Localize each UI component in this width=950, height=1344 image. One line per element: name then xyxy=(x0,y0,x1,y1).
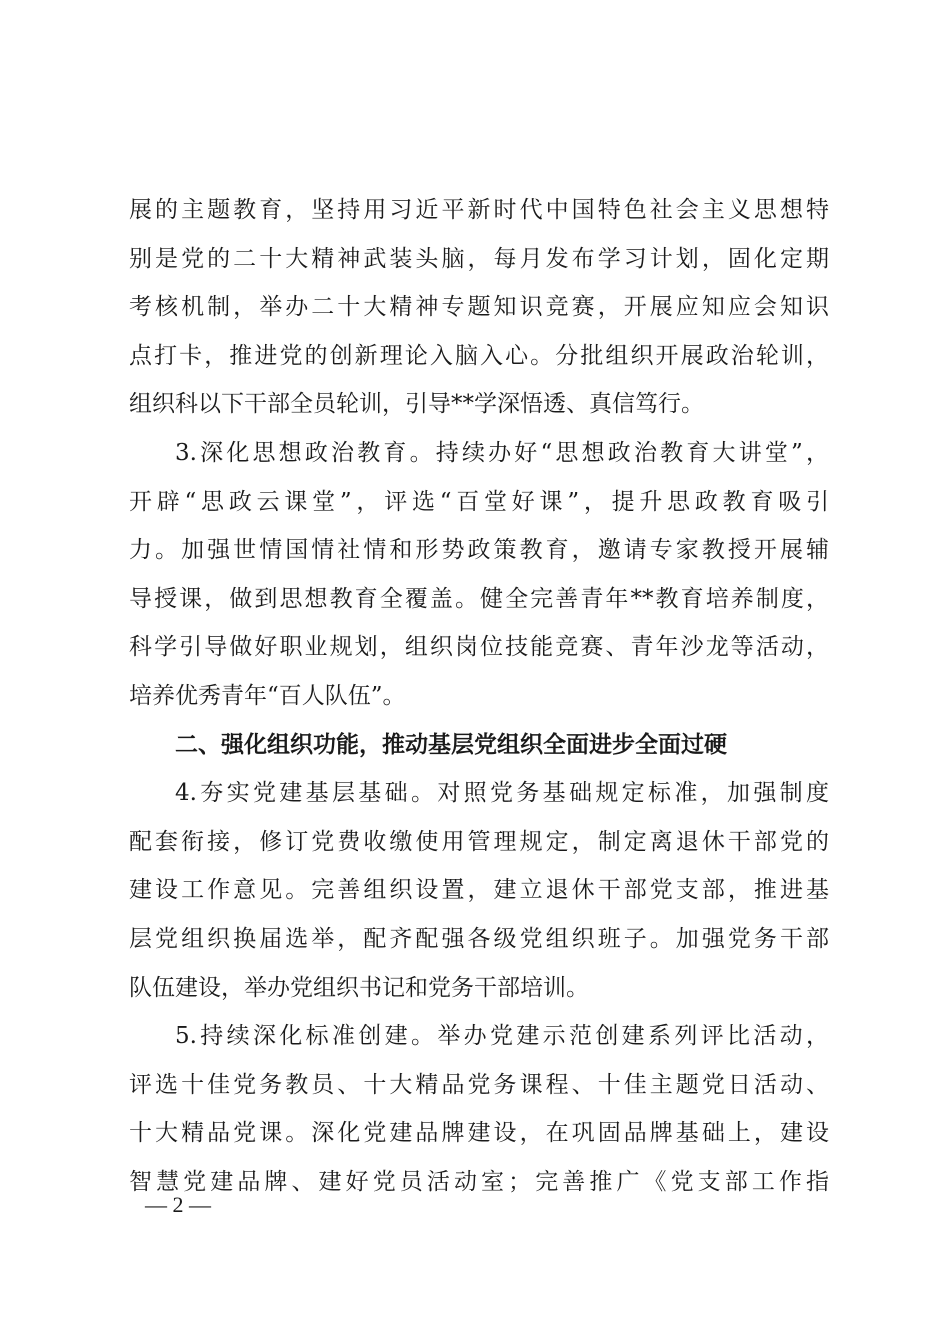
page-number: — 2 — xyxy=(145,1192,211,1217)
paragraph4-line: 智慧党建品牌、建好党员活动室；完善推广《党支部工作指 xyxy=(129,1168,829,1195)
paragraph4-first-line-text: 举办党建示范创建系列评比活动， xyxy=(437,1023,830,1050)
paragraph4-line: 评选十佳党务教员、十大精品党务课程、十佳主题党日活动、 xyxy=(129,1071,829,1098)
paragraph2-first-line xyxy=(129,429,829,478)
section-heading: 二、强化组织功能，推动基层党组织全面进步全面过硬 xyxy=(175,731,727,758)
paragraph3-line: 层党组织换届选举，配齐配强各级党组织班子。加强党务干部 xyxy=(129,925,829,952)
paragraph2-line: 科学引导做好职业规划，组织岗位技能竞赛、青年沙龙等活动， xyxy=(129,634,829,661)
paragraph4-line: 十大精品党课。深化党建品牌建设，在巩固品牌基础上，建设 xyxy=(129,1120,829,1147)
paragraph1-line: 组织科以下干部全员轮训，引导**学深悟透、真信笃行。 xyxy=(129,391,704,418)
paragraph2-line: 培养优秀青年“百人队伍”。 xyxy=(129,682,406,709)
paragraph1-line: 别是党的二十大精神武装头脑，每月发布学习计划，固化定期 xyxy=(129,245,829,272)
paragraph2-line: 导授课，做到思想教育全覆盖。健全完善青年**教育培养制度， xyxy=(129,585,829,612)
paragraph3-first-line xyxy=(129,769,829,818)
paragraph2-line: 力。加强世情国情社情和形势政策教育，邀请专家教授开展辅 xyxy=(129,537,829,564)
paragraph4-lead: 5.持续深化标准创建。 xyxy=(175,1023,438,1050)
paragraph2-lead: 3.深化思想政治教育。 xyxy=(175,439,436,466)
paragraph4-first-line xyxy=(129,1012,829,1061)
paragraph2-first-line-text: 持续办好“思想政治教育大讲堂”， xyxy=(435,439,829,466)
paragraph3-line: 配套衔接，修订党费收缴使用管理规定，制定离退休干部党的 xyxy=(129,828,829,855)
paragraph2-line: 开辟“思政云课堂”，评选“百堂好课”，提升思政教育吸引 xyxy=(129,488,829,515)
paragraph1-line: 展的主题教育，坚持用习近平新时代中国特色社会主义思想特 xyxy=(129,197,829,223)
body-text xyxy=(129,186,829,1206)
paragraph3-first-line-text: 对照党务基础规定标准，加强制度 xyxy=(437,780,830,807)
paragraph1-line: 点打卡，推进党的创新理论入脑入心。分批组织开展政治轮训， xyxy=(129,342,829,369)
paragraph1-line: 考核机制，举办二十大精神专题知识竞赛，开展应知应会知识 xyxy=(129,294,829,321)
paragraph3-lead: 4.夯实党建基层基础。 xyxy=(175,780,438,807)
paragraph3-line: 队伍建设，举办党组织书记和党务干部培训。 xyxy=(129,974,589,1001)
paragraph3-line: 建设工作意见。完善组织设置，建立退休干部党支部，推进基 xyxy=(129,877,829,904)
